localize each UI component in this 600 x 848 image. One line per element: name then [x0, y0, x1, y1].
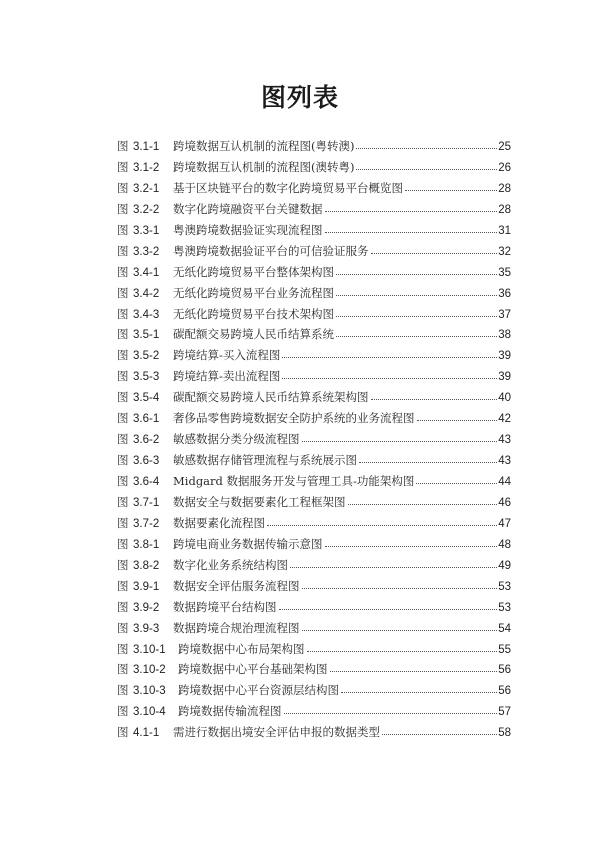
figure-title: 数字化跨境融资平台关键数据	[173, 201, 323, 216]
toc-entry[interactable]	[117, 659, 511, 680]
page-number: 58	[498, 727, 511, 740]
dot-leader	[282, 368, 497, 380]
toc-entry[interactable]	[117, 157, 511, 178]
dot-leader	[290, 557, 497, 569]
page-number: 38	[498, 329, 511, 342]
toc-entry[interactable]	[117, 639, 511, 660]
dot-leader	[336, 326, 497, 338]
page-number: 43	[498, 455, 511, 468]
toc-entry[interactable]	[117, 492, 511, 513]
toc-entry[interactable]	[117, 220, 511, 241]
toc-entry[interactable]	[117, 534, 511, 555]
page-number: 53	[498, 601, 511, 614]
figure-number: 3.6-2	[133, 434, 160, 447]
figure-number: 3.8-2	[133, 559, 160, 572]
dot-leader	[371, 389, 498, 401]
dot-leader	[325, 536, 498, 548]
page-number: 56	[498, 664, 511, 677]
figure-label: 图	[117, 620, 129, 635]
figure-label: 图	[117, 285, 129, 300]
figure-title: 数据要素化流程图	[173, 515, 265, 530]
figure-label: 图	[117, 348, 129, 363]
toc-entry[interactable]	[117, 471, 511, 492]
figure-title: 数据跨境合规治理流程图	[173, 620, 300, 635]
toc-entry[interactable]	[117, 324, 511, 345]
figure-number: 3.5-4	[133, 392, 160, 405]
figure-label: 图	[117, 578, 129, 593]
toc-entry[interactable]	[117, 262, 511, 283]
dot-leader	[282, 347, 497, 359]
figure-title: 跨境数据互认机制的流程图(粤转澳)	[173, 139, 355, 153]
toc-entry[interactable]	[117, 136, 511, 157]
page-number: 26	[498, 161, 511, 174]
dot-leader	[325, 222, 498, 234]
figure-number: 3.10-3	[133, 685, 166, 698]
figure-number: 3.5-2	[133, 350, 160, 363]
figure-title: 无纸化跨境贸易平台业务流程图	[173, 285, 334, 300]
page-number: 49	[498, 559, 511, 572]
toc-entry[interactable]	[117, 576, 511, 597]
figure-number: 3.5-3	[133, 371, 160, 384]
dot-leader	[267, 515, 497, 527]
page-number: 39	[498, 371, 511, 384]
page-number: 25	[498, 141, 511, 153]
figure-title: 需进行数据出境安全评估申报的数据类型	[173, 725, 380, 740]
figure-label: 图	[117, 327, 129, 342]
figure-number: 3.9-1	[133, 580, 160, 593]
figure-title: 粤澳跨境数据验证平台的可信验证服务	[173, 243, 369, 258]
figure-label: 图	[117, 432, 129, 447]
dot-leader	[417, 410, 498, 422]
page-number: 35	[498, 266, 511, 279]
figure-title: 跨境结算-买入流程图	[173, 348, 281, 363]
page-number: 28	[498, 182, 511, 195]
figure-title: 基于区块链平台的数字化跨境贸易平台概览图	[173, 180, 403, 195]
toc-entry[interactable]	[117, 429, 511, 450]
figure-label: 图	[117, 201, 129, 216]
figure-title: 无纸化跨境贸易平台技术架构图	[173, 306, 334, 321]
figure-number: 3.9-3	[133, 622, 160, 635]
figure-number: 3.7-2	[133, 517, 160, 530]
figure-title: 碳配额交易跨境人民币结算系统架构图	[173, 390, 369, 405]
toc-entry[interactable]	[117, 387, 511, 408]
toc-entry[interactable]	[117, 701, 511, 722]
figure-title: 跨境数据传输流程图	[178, 704, 282, 719]
list-of-figures	[117, 136, 511, 743]
toc-entry[interactable]	[117, 555, 511, 576]
figure-label: 图	[117, 411, 129, 426]
figure-number: 3.10-4	[133, 706, 166, 719]
figure-title: 敏感数据分类分级流程图	[173, 432, 300, 447]
page-number: 42	[498, 413, 511, 426]
figure-number: 3.4-1	[133, 266, 160, 279]
dot-leader	[336, 264, 497, 276]
toc-entry[interactable]	[117, 199, 511, 220]
dot-leader	[302, 578, 498, 590]
page-number: 44	[498, 476, 511, 488]
figure-number: 3.4-2	[133, 287, 160, 300]
figure-label: 图	[117, 159, 129, 174]
page-title: 图列表	[260, 83, 339, 112]
figure-number: 3.10-1	[133, 643, 166, 656]
dot-leader	[356, 138, 497, 150]
page-number: 57	[498, 706, 511, 719]
figure-number: 3.4-3	[133, 308, 160, 321]
figure-label: 图	[117, 683, 129, 698]
dot-leader	[302, 620, 498, 632]
figure-label: 图	[117, 662, 129, 677]
page-number: 43	[498, 434, 511, 447]
toc-entry[interactable]	[117, 241, 511, 262]
figure-label: 图	[117, 725, 129, 740]
figure-label: 图	[117, 536, 129, 551]
dot-leader	[356, 159, 497, 171]
figure-number: 4.1-1	[133, 727, 160, 740]
figure-label: 图	[117, 222, 129, 237]
figure-label: 图	[117, 557, 129, 572]
figure-label: 图	[117, 243, 129, 258]
page-number: 56	[498, 685, 511, 698]
dot-leader	[279, 599, 498, 611]
figure-label: 图	[117, 704, 129, 719]
page-number: 32	[498, 245, 511, 258]
figure-title: 数据安全评估服务流程图	[173, 578, 300, 593]
dot-leader	[325, 201, 498, 213]
toc-entry[interactable]	[117, 408, 511, 429]
toc-entry[interactable]	[117, 283, 511, 304]
figure-number: 3.6-1	[133, 413, 160, 426]
dot-leader	[359, 452, 497, 464]
figure-label: 图	[117, 390, 129, 405]
figure-title: 数据安全与数据要素化工程框架图	[173, 494, 346, 509]
figure-title: 跨境数据互认机制的流程图(澳转粤)	[173, 159, 355, 174]
page-number: 40	[498, 392, 511, 405]
figure-number: 3.2-1	[133, 182, 160, 195]
figure-label: 图	[117, 599, 129, 614]
page-number: 39	[498, 350, 511, 363]
page-number: 48	[498, 538, 511, 551]
toc-entry[interactable]	[117, 597, 511, 618]
figure-label: 图	[117, 494, 129, 509]
figure-number: 3.9-2	[133, 601, 160, 614]
dot-leader	[307, 641, 498, 653]
figure-title: 敏感数据存储管理流程与系统展示图	[173, 453, 357, 468]
dot-leader	[348, 494, 498, 506]
figure-label: 图	[117, 306, 129, 321]
toc-entry[interactable]	[117, 450, 511, 471]
page-number: 47	[498, 517, 511, 530]
figure-number: 3.1-1	[133, 141, 160, 153]
page-number: 28	[498, 203, 511, 216]
figure-label: 图	[117, 474, 129, 488]
toc-entry[interactable]	[117, 722, 511, 743]
figure-label: 图	[117, 264, 129, 279]
figure-number: 3.7-1	[133, 496, 160, 509]
toc-entry[interactable]	[117, 680, 511, 701]
dot-leader	[284, 703, 498, 715]
figure-title: 跨境数据中心布局架构图	[178, 641, 305, 656]
page-number: 31	[498, 224, 511, 237]
figure-label: 图	[117, 515, 129, 530]
figure-label: 图	[117, 139, 129, 153]
dot-leader	[302, 431, 498, 443]
figure-number: 3.10-2	[133, 664, 166, 677]
figure-title: 跨境结算-卖出流程图	[173, 369, 281, 384]
dot-leader	[336, 285, 497, 297]
figure-title: 无纸化跨境贸易平台整体架构图	[173, 264, 334, 279]
toc-entry[interactable]	[117, 178, 511, 199]
dot-leader	[382, 724, 497, 736]
dot-leader	[416, 473, 497, 485]
figure-title: 奢侈品零售跨境数据安全防护系统的业务流程图	[173, 411, 415, 426]
figure-number: 3.3-1	[133, 224, 160, 237]
page-number: 36	[498, 287, 511, 300]
page-number: 46	[498, 496, 511, 509]
figure-title: 跨境数据中心平台资源层结构图	[178, 683, 339, 698]
toc-entry[interactable]	[117, 618, 511, 639]
toc-entry[interactable]	[117, 304, 511, 325]
figure-title: 数字化业务系统结构图	[173, 557, 288, 572]
dot-leader	[330, 661, 498, 673]
figure-title: 粤澳跨境数据验证实现流程图	[173, 222, 323, 237]
figure-label: 图	[117, 180, 129, 195]
page-number: 37	[498, 308, 511, 321]
figure-title: 跨境电商业务数据传输示意图	[173, 536, 323, 551]
dot-leader	[336, 306, 497, 318]
figure-number: 3.6-3	[133, 455, 160, 468]
page-number: 54	[498, 622, 511, 635]
toc-entry[interactable]	[117, 366, 511, 387]
figure-title: 碳配额交易跨境人民币结算系统	[173, 327, 334, 342]
figure-number: 3.8-1	[133, 538, 160, 551]
page-number: 53	[498, 580, 511, 593]
toc-entry[interactable]	[117, 345, 511, 366]
dot-leader	[371, 243, 498, 255]
figure-number: 3.1-2	[133, 161, 160, 174]
figure-label: 图	[117, 453, 129, 468]
figure-label: 图	[117, 641, 129, 656]
dot-leader	[405, 180, 497, 192]
figure-label: 图	[117, 369, 129, 384]
figure-title: 跨境数据中心平台基础架构图	[178, 662, 328, 677]
toc-entry[interactable]	[117, 513, 511, 534]
figure-number: 3.6-4	[133, 476, 160, 488]
figure-number: 3.2-2	[133, 203, 160, 216]
page-number: 55	[498, 643, 511, 656]
dot-leader	[341, 682, 497, 694]
figure-title: Midgard 数据服务开发与管理工具-功能架构图	[173, 474, 415, 488]
figure-number: 3.5-1	[133, 329, 160, 342]
figure-number: 3.3-2	[133, 245, 160, 258]
figure-title: 数据跨境平台结构图	[173, 599, 277, 614]
